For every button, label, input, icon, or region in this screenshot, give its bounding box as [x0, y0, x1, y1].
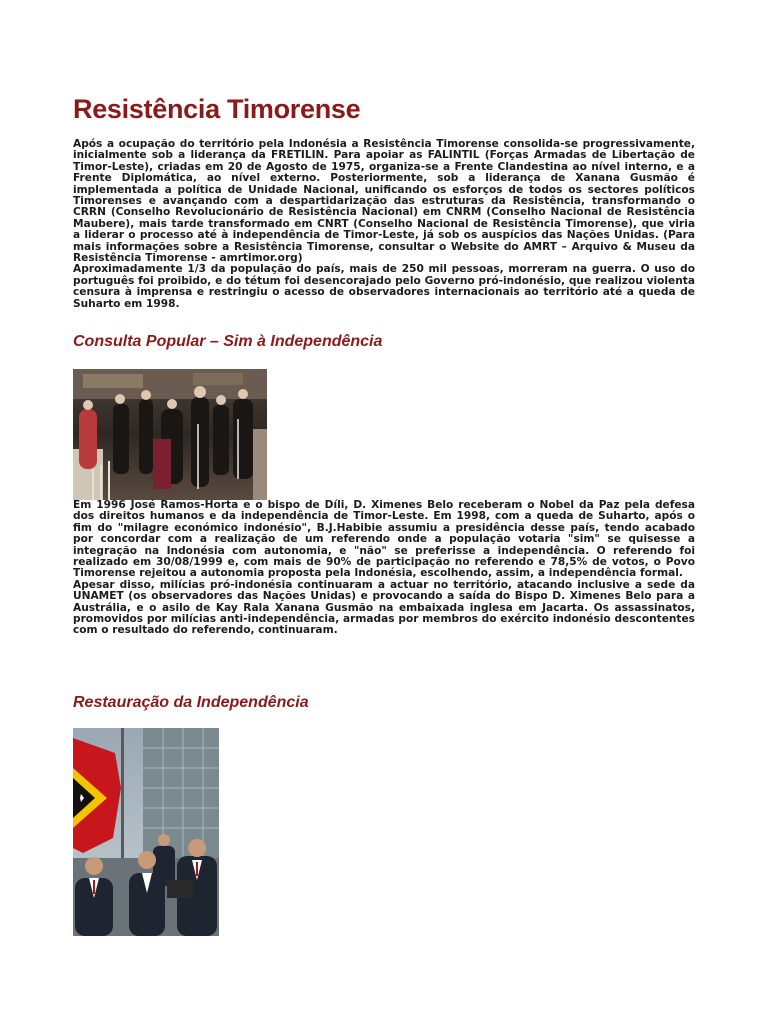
section1-paragraph-1: Em 1996 José Ramos-Horta e o bispo de Díli, D. Ximenes Belo receberam o Nobel da Paz pela defesa dos direitos humanos e da independência de Timor-Leste. Em 1998, com a queda de Suharto, após o fim do "milagre económico indonésio", B.J.Habibie assumiu a presidência desse país, tendo acabado por concordar com a realização de um referendo onde a população votaria "sim" se quisesse a integração na Indonésia com autonomia, e "não" se preferisse a independência. O referendo foi realizado em 30/08/1999 e, com mais de 90% de participação no referendo e 78,5% de votos, o Povo Timorense rejeitou a autonomia proposta pela Indonésia, escolhendo, assim, a independência formal. [73, 499, 695, 580]
intro-paragraph-2: Aproximadamente 1/3 da população do país, mais de 250 mil pessoas, morreram na guerra. O uso do português foi proibido, e do tétum foi desencorajado pelo Governo pró-indonésio, que realizou violenta censura à imprensa e restringiu o acesso de observadores internacionais ao território até a queda de Suharto em 1998. [73, 263, 695, 310]
section-heading-consulta-popular: Consulta Popular – Sim à Independência [73, 333, 383, 350]
intro-paragraph-1: Após a ocupação do território pela Indonésia a Resistência Timorense consolida-se progressivamente, inicialmente sob a liderança da FRETILIN. Para apoiar as FALINTIL (Forças Armadas de Libertação de Timor-Leste), criadas em 20 de Agosto de 1975, organiza-se a Frente Clandestina ao nível interno, e a Frente Diplomática, ao nível externo. Posteriormente, sob a liderança de Xanana Gusmão é implementada a política de Unidade Nacional, unificando os esforços de todos os sectores políticos Timorenses e avançando com a despartidarização das estruturas da Resistência, transformando o CRRN (Conselho Revolucionário de Resistência Nacional) em CNRM (Conselho Nacional de Resistência Maubere), mais tarde transformado em CNRT (Conselho Nacional de Resistência Timorense), que viria a liderar o processo até à independência de Timor-Leste, já sob os auspícios das Nações Unidas. (Para mais informações sobre a Resistência Timorense, consultar o Website do AMRT – Arquivo & Museu da Resistência Timorense - amrtimor.org) [73, 138, 695, 265]
page-title: Resistência Timorense [73, 94, 361, 124]
section1-paragraph-2: Apesar disso, milícias pró-indonésia continuaram a actuar no território, atacando inclusive a sede da UNAMET (os observadores das Nações Unidas) e provocando a saída do Bispo D. Ximenes Belo para a Austrália, e o asilo de Kay Rala Xanana Gusmão na embaixada inglesa em Jacarta. Os assassinatos, promovidos por milícias anti-independência, armadas por membros do exército indonésio descontentes com o resultado do referendo, continuaram. [73, 578, 695, 637]
section-heading-restauracao: Restauração da Independência [73, 694, 309, 711]
intro-text [73, 139, 695, 310]
independence-flag-photo [73, 728, 219, 936]
section1-text [73, 500, 695, 637]
nobel-ceremony-photo [73, 369, 267, 500]
